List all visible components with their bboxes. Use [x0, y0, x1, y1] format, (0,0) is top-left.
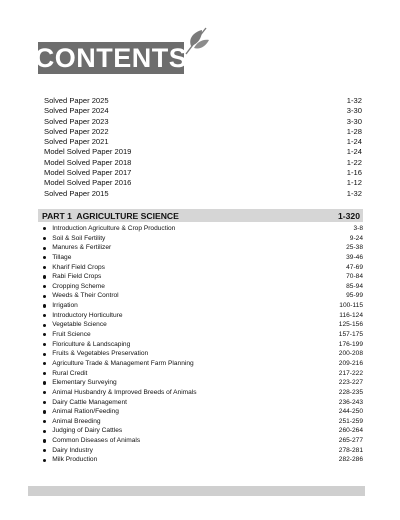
bullet-icon [43, 285, 46, 288]
topic-title: Kharif Field Crops [52, 263, 105, 271]
paper-title: Solved Paper 2022 [44, 126, 109, 136]
list-item [38, 349, 363, 359]
topic-title: Introduction Agriculture & Crop Production [52, 225, 176, 232]
topic-pages: 9-24 [349, 234, 363, 242]
list-item [44, 158, 362, 168]
topic-title: Rural Credit [52, 369, 88, 377]
bullet-icon [43, 410, 46, 413]
list-item [38, 436, 363, 446]
topic-title: Dairy Industry [52, 446, 93, 454]
topic-pages: 200-208 [338, 350, 363, 358]
bullet-icon [43, 430, 46, 433]
leaf-icon [182, 24, 212, 58]
part-pages: 1-320 [338, 210, 360, 221]
list-item [38, 398, 363, 408]
bullet-icon [43, 256, 46, 259]
topic-title: Animal Ration/Feeding [52, 408, 119, 416]
paper-title: Model Solved Paper 2018 [44, 157, 132, 167]
list-item [38, 330, 363, 340]
topic-pages: 47-69 [346, 263, 363, 271]
paper-title: Solved Paper 2021 [44, 137, 109, 147]
topic-pages: 265-277 [338, 437, 363, 445]
topic-pages: 70-84 [346, 273, 363, 281]
list-item [44, 147, 362, 157]
topic-title: Judging of Dairy Cattles [52, 427, 123, 435]
topic-pages: 228-235 [338, 388, 363, 396]
list-item [38, 301, 363, 311]
bullet-icon [43, 391, 46, 394]
paper-pages: 1-28 [346, 126, 362, 136]
list-item [38, 369, 363, 379]
topic-pages: 251-259 [338, 417, 363, 425]
part-heading-bar [38, 209, 363, 222]
topic-pages: 217-222 [338, 369, 363, 377]
page-title: CONTENTS [34, 42, 188, 73]
topic-pages: 85-94 [346, 282, 363, 290]
topic-title: Animal Breeding [52, 417, 101, 425]
paper-title: Solved Paper 2015 [44, 188, 109, 198]
list-item [44, 137, 362, 147]
topic-pages: 260-264 [338, 427, 363, 435]
topic-pages: 244-250 [338, 408, 363, 416]
paper-title: Solved Paper 2024 [44, 106, 109, 116]
topic-pages: 100-115 [339, 302, 363, 310]
list-item [38, 282, 363, 292]
bullet-icon [43, 275, 46, 278]
bullet-icon [43, 324, 46, 327]
list-item [38, 291, 363, 301]
bullet-icon [43, 333, 46, 336]
paper-pages: 1-24 [346, 147, 362, 157]
topic-pages: 25-38 [346, 244, 363, 252]
bullet-icon [43, 266, 46, 269]
bullet-icon [43, 401, 46, 404]
list-item [38, 407, 363, 417]
topic-title: Soil & Soil Fertility [52, 234, 106, 242]
part-title: PART 1 AGRICULTURE SCIENCE [42, 210, 179, 221]
topic-title: Cropping Scheme [52, 282, 105, 290]
list-item [38, 359, 363, 369]
bullet-icon [43, 304, 46, 307]
paper-pages: 3-30 [346, 106, 362, 116]
topic-pages: 95-99 [346, 292, 363, 300]
list-item [38, 446, 363, 456]
topic-title: Manures & Fertilizer [52, 244, 112, 252]
bullet-icon [43, 439, 46, 442]
paper-title: Model Solved Paper 2017 [44, 168, 132, 178]
list-item [44, 96, 362, 106]
topic-pages: 125-156 [338, 321, 363, 329]
topic-title: Agriculture Trade & Management Farm Planning [52, 359, 194, 367]
topics-list [38, 224, 363, 465]
list-item [38, 263, 363, 273]
paper-title: Model Solved Paper 2016 [44, 178, 132, 188]
bullet-icon [43, 381, 46, 384]
paper-title: Model Solved Paper 2019 [44, 147, 132, 157]
list-item [44, 117, 362, 127]
paper-pages: 1-24 [346, 137, 362, 147]
list-item [44, 178, 362, 188]
solved-papers-list [44, 96, 362, 199]
list-item [38, 455, 363, 465]
topic-pages: 116-124 [339, 311, 363, 319]
topic-title: Fruits & Vegetables Preservation [52, 350, 149, 358]
list-item [38, 320, 363, 330]
topic-title: Vegetable Science [52, 321, 107, 329]
bullet-icon [43, 295, 46, 298]
topic-title: Introductory Horticulture [52, 311, 123, 319]
topic-pages: 39-46 [346, 253, 363, 261]
topic-title: Common Diseases of Animals [52, 437, 141, 445]
topic-pages: 236-243 [338, 398, 363, 406]
paper-pages: 1-12 [346, 178, 362, 188]
topic-title: Tillage [52, 253, 72, 261]
list-item [38, 253, 363, 263]
topic-pages: 278-281 [338, 446, 363, 454]
list-item [38, 388, 363, 398]
topic-pages: 223-227 [338, 379, 363, 387]
bullet-icon [43, 459, 46, 462]
list-item [38, 224, 363, 234]
list-item [38, 426, 363, 436]
topic-pages: 282-286 [338, 456, 363, 464]
topic-title: Floriculture & Landscaping [52, 340, 131, 348]
list-item [44, 168, 362, 178]
bullet-icon [43, 247, 46, 250]
bullet-icon [43, 372, 46, 375]
bullet-icon [43, 449, 46, 452]
paper-pages: 1-32 [346, 96, 362, 105]
list-item [44, 189, 362, 199]
list-item [38, 378, 363, 388]
bullet-icon [43, 343, 46, 346]
list-item [38, 417, 363, 427]
bullet-icon [43, 362, 46, 365]
list-item [38, 272, 363, 282]
topic-pages: 157-175 [338, 331, 363, 339]
topic-title: Weeds & Their Control [52, 292, 119, 300]
topic-pages: 3-8 [353, 225, 363, 232]
list-item [38, 311, 363, 321]
topic-title: Irrigation [52, 302, 78, 310]
topic-pages: 176-199 [338, 340, 363, 348]
list-item [38, 340, 363, 350]
paper-title: Solved Paper 2025 [44, 96, 109, 105]
topic-title: Elementary Surveying [52, 379, 117, 387]
paper-title: Solved Paper 2023 [44, 116, 109, 126]
paper-pages: 3-30 [346, 116, 362, 126]
list-item [38, 234, 363, 244]
topic-pages: 209-216 [338, 359, 363, 367]
topic-title: Fruit Science [52, 331, 91, 339]
topic-title: Animal Husbandry & Improved Breeds of Animals [52, 388, 197, 396]
list-item [38, 243, 363, 253]
paper-pages: 1-32 [346, 188, 362, 198]
bullet-icon [43, 227, 46, 230]
topic-title: Milk Production [52, 456, 98, 464]
bullet-icon [43, 314, 46, 317]
list-item [44, 106, 362, 116]
bullet-icon [43, 237, 46, 240]
footer-bar [28, 486, 365, 496]
paper-pages: 1-16 [346, 168, 362, 178]
topic-title: Rabi Field Crops [52, 273, 102, 281]
topic-title: Dairy Cattle Management [52, 398, 127, 406]
bullet-icon [43, 353, 46, 356]
paper-pages: 1-22 [346, 157, 362, 167]
bullet-icon [43, 420, 46, 423]
list-item [44, 127, 362, 137]
contents-heading-box [34, 42, 188, 74]
